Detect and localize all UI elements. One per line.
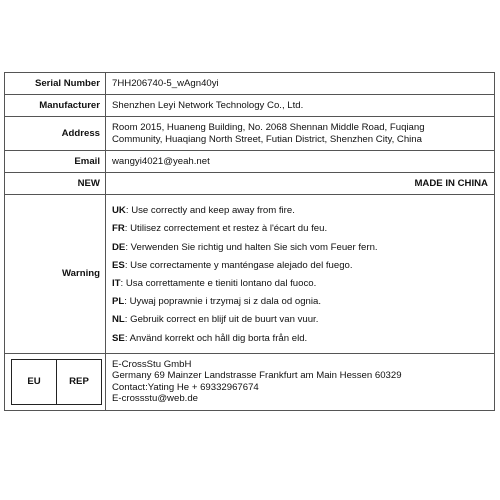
rep-badge-text: REP <box>56 360 101 404</box>
warning-line-it <box>112 278 488 290</box>
warning-label: Warning <box>5 195 106 354</box>
warning-text: : Uywaj poprawnie i trzymaj si z dala od ognia. <box>124 296 322 308</box>
warning-language-code: FR <box>112 223 125 235</box>
origin-cell <box>106 173 495 195</box>
warning-text: : Gebruik correct en blijf uit de buurt van vuur. <box>124 314 319 326</box>
warning-text: : Verwenden Sie richtig und halten Sie sich vom Feuer fern. <box>125 241 378 253</box>
warning-language-code: UK <box>112 205 126 217</box>
warning-row <box>5 195 495 354</box>
eu-badge-text: EU <box>27 375 41 387</box>
warning-text: : Use correctly and keep away from fire. <box>125 205 295 217</box>
warning-line-se <box>112 333 488 345</box>
warning-language-code: IT <box>112 277 121 289</box>
serial-number-label: Serial Number <box>5 73 106 95</box>
address-line: Room 2015, Huaneng Building, No. 2068 Shennan Middle Road, Fuqiang <box>112 121 425 133</box>
warning-list <box>106 195 495 354</box>
warning-line-uk <box>112 205 488 217</box>
warning-text: : Use correctamente y manténgase alejado del fuego. <box>124 259 353 271</box>
warning-text: : Använd korrekt och håll dig borta från eld. <box>124 332 308 344</box>
eu-rep-contact: Contact:Yating He + 69332967674 <box>112 381 259 393</box>
status-row <box>5 173 495 195</box>
address-value <box>106 117 495 151</box>
eu-rep-address: Germany 69 Mainzer Landstrasse Frankfurt am Main Hessen 60329 <box>112 370 402 382</box>
eu-rep-badge <box>11 359 102 405</box>
warning-line-nl <box>112 314 488 326</box>
warning-language-code: SE <box>112 332 125 344</box>
warning-text: : Utilisez correctement et restez à l'écart du feu. <box>124 223 328 235</box>
email-value: wangyi4021@yeah.net <box>106 151 495 173</box>
manufacturer-value: Shenzhen Leyi Network Technology Co., Ltd. <box>106 95 495 117</box>
eu-rep-badge-cell <box>5 353 106 410</box>
address-label: Address <box>5 117 106 151</box>
address-row <box>5 117 495 151</box>
product-label-table <box>4 72 495 411</box>
new-label: NEW <box>5 173 106 195</box>
eu-rep-email: E-crossstu@web.de <box>112 393 198 405</box>
eu-rep-details <box>106 353 495 410</box>
warning-line-de <box>112 242 488 254</box>
warning-language-code: ES <box>112 259 125 271</box>
manufacturer-row <box>5 95 495 117</box>
warning-language-code: PL <box>112 296 125 308</box>
eu-rep-company: E-CrossStu GmbH <box>112 358 192 370</box>
warning-language-code: NL <box>112 314 125 326</box>
made-in-china-label: MADE IN CHINA <box>414 177 488 189</box>
email-row <box>5 151 495 173</box>
warning-line-es <box>112 260 488 272</box>
serial-number-value: 7HH206740-5_wAgn40yi <box>106 73 495 95</box>
warning-line-fr <box>112 223 488 235</box>
warning-language-code: DE <box>112 241 126 253</box>
warning-text: : Usa correttamente e tieniti lontano dal fuoco. <box>120 277 317 289</box>
serial-number-row <box>5 73 495 95</box>
manufacturer-label: Manufacturer <box>5 95 106 117</box>
address-line: Community, Huaqiang North Street, Futian District, Shenzhen City, China <box>112 133 422 145</box>
eu-rep-row <box>5 353 495 410</box>
warning-line-pl <box>112 296 488 308</box>
email-label: Email <box>5 151 106 173</box>
